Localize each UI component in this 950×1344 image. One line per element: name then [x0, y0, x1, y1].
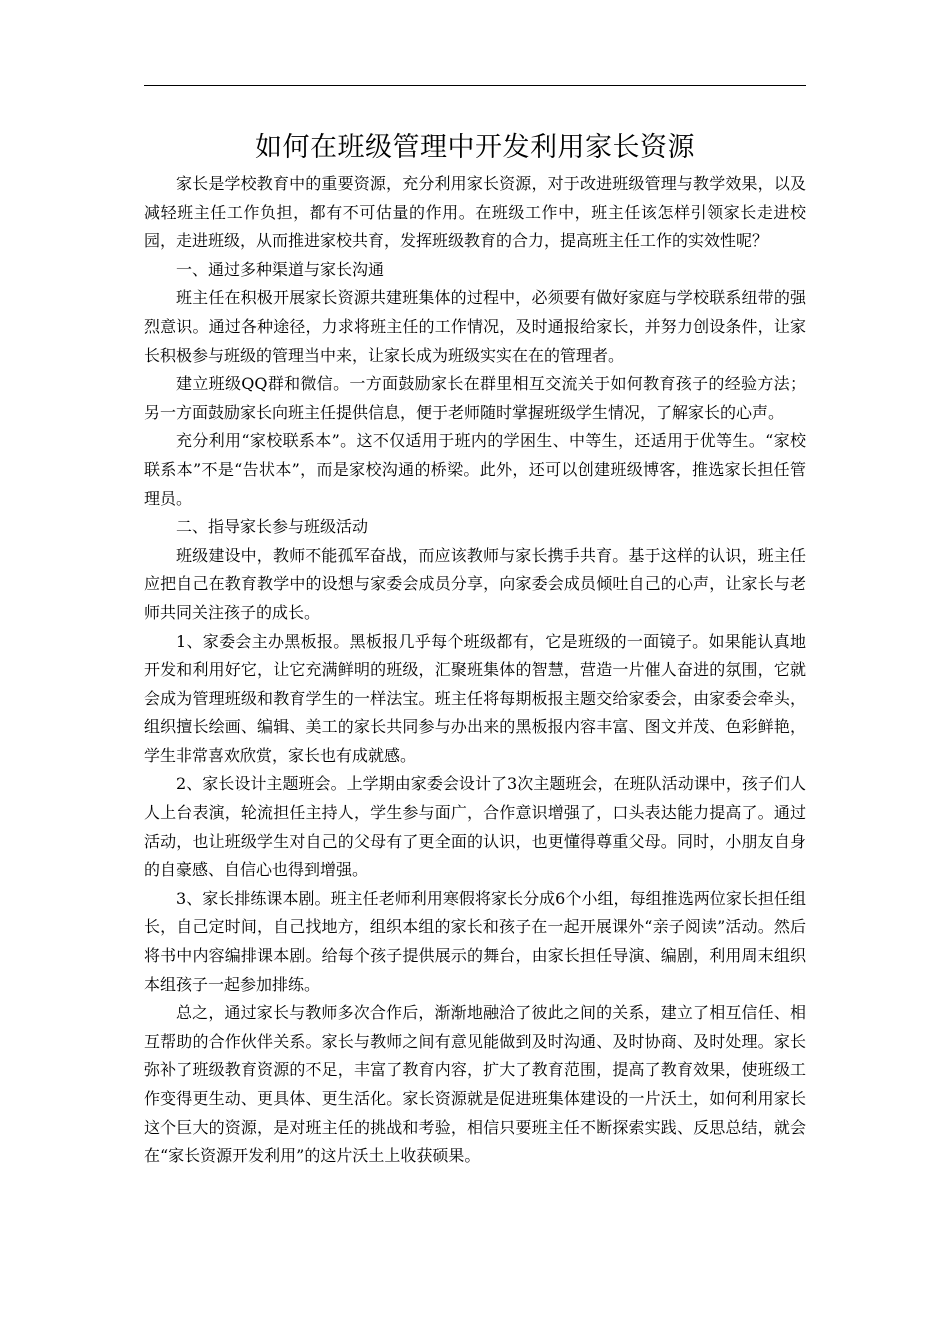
paragraph-conclusion: 总之，通过家长与教师多次合作后，渐渐地融洽了彼此之间的关系，建立了相互信任、相互帮助的合作伙伴关系。家长与教师之间有意见能做到及时沟通、及时协商、及时处理。家长弥补了班级教育资源的不足，丰富了教育内容，扩大了教育范围，提高了教育效果，使班级工作变得更生动、更具体、更生活化。家长资源就是促进班集体建设的一片沃土，如何利用家长这个巨大的资源，是对班主任的挑战和考验，相信只要班主任不断探索实践、反思总结，就会在“家长资源开发利用”的这片沃土上收获硕果。 [144, 1003, 806, 1166]
paragraph-intro: 家长是学校教育中的重要资源，充分利用家长资源，对于改进班级管理与教学效果，以及减轻班主任工作负担，都有不可估量的作用。在班级工作中，班主任该怎样引领家长走进校园，走进班级，从而推进家校共育，发挥班级教育的合力，提高班主任工作的实效性呢？ [144, 174, 806, 251]
list-item-2: 2、家长设计主题班会。上学期由家委会设计了3次主题班会，在班队活动课中，孩子们人人上台表演，轮流担任主持人，学生参与面广，合作意识增强了，口头表达能力提高了。通过活动，也让班级学生对自己的父母有了更全面的认识，也更懂得尊重父母。同时，小朋友自身的自豪感、自信心也得到增强。 [144, 774, 806, 880]
header-rule [144, 85, 806, 86]
list-item-3: 3、家长排练课本剧。班主任老师利用寒假将家长分成6个小组，每组推选两位家长担任组长，自己定时间，自己找地方，组织本组的家长和孩子在一起开展课外“亲子阅读”活动。然后将书中内容编排课本剧。给每个孩子提供展示的舞台，由家长担任导演、编剧，利用周末组织本组孩子一起参加排练。 [144, 888, 806, 994]
paragraph: 充分利用“家校联系本”。这不仅适用于班内的学困生、中等生，还适用于优等生。“家校联系本”不是“告状本”，而是家校沟通的桥梁。此外，还可以创建班级博客，推选家长担任管理员。 [144, 431, 806, 508]
section-heading-1: 一、通过多种渠道与家长沟通 [176, 259, 385, 279]
document-title: 如何在班级管理中开发利用家长资源 [255, 132, 695, 163]
paragraph: 班级建设中，教师不能孤军奋战，而应该教师与家长携手共育。基于这样的认识，班主任应把自己在教育教学中的设想与家委会成员分享，向家委会成员倾吐自己的心声，让家长与老师共同关注孩子的成长。 [144, 545, 806, 622]
section-heading-2: 二、指导家长参与班级活动 [176, 517, 369, 537]
list-item-1: 1、家委会主办黑板报。黑板报几乎每个班级都有，它是班级的一面镜子。如果能认真地开发和利用好它，让它充满鲜明的班级，汇聚班集体的智慧，营造一片催人奋进的氛围，它就会成为管理班级和教育学生的一样法宝。班主任将每期板报主题交给家委会，由家委会牵头，组织擅长绘画、编辑、美工的家长共同参与办出来的黑板报内容丰富、图文并茂、色彩鲜艳，学生非常喜欢欣赏，家长也有成就感。 [144, 631, 806, 765]
document-body [144, 170, 806, 1171]
paragraph: 建立班级QQ群和微信。一方面鼓励家长在群里相互交流关于如何教育孩子的经验方法；另一方面鼓励家长向班主任提供信息，便于老师随时掌握班级学生情况，了解家长的心声。 [144, 374, 806, 422]
paragraph: 班主任在积极开展家长资源共建班集体的过程中，必须要有做好家庭与学校联系纽带的强烈意识。通过各种途径，力求将班主任的工作情况，及时通报给家长，并努力创设条件，让家长积极参与班级的管理当中来，让家长成为班级实实在在的管理者。 [144, 288, 806, 365]
